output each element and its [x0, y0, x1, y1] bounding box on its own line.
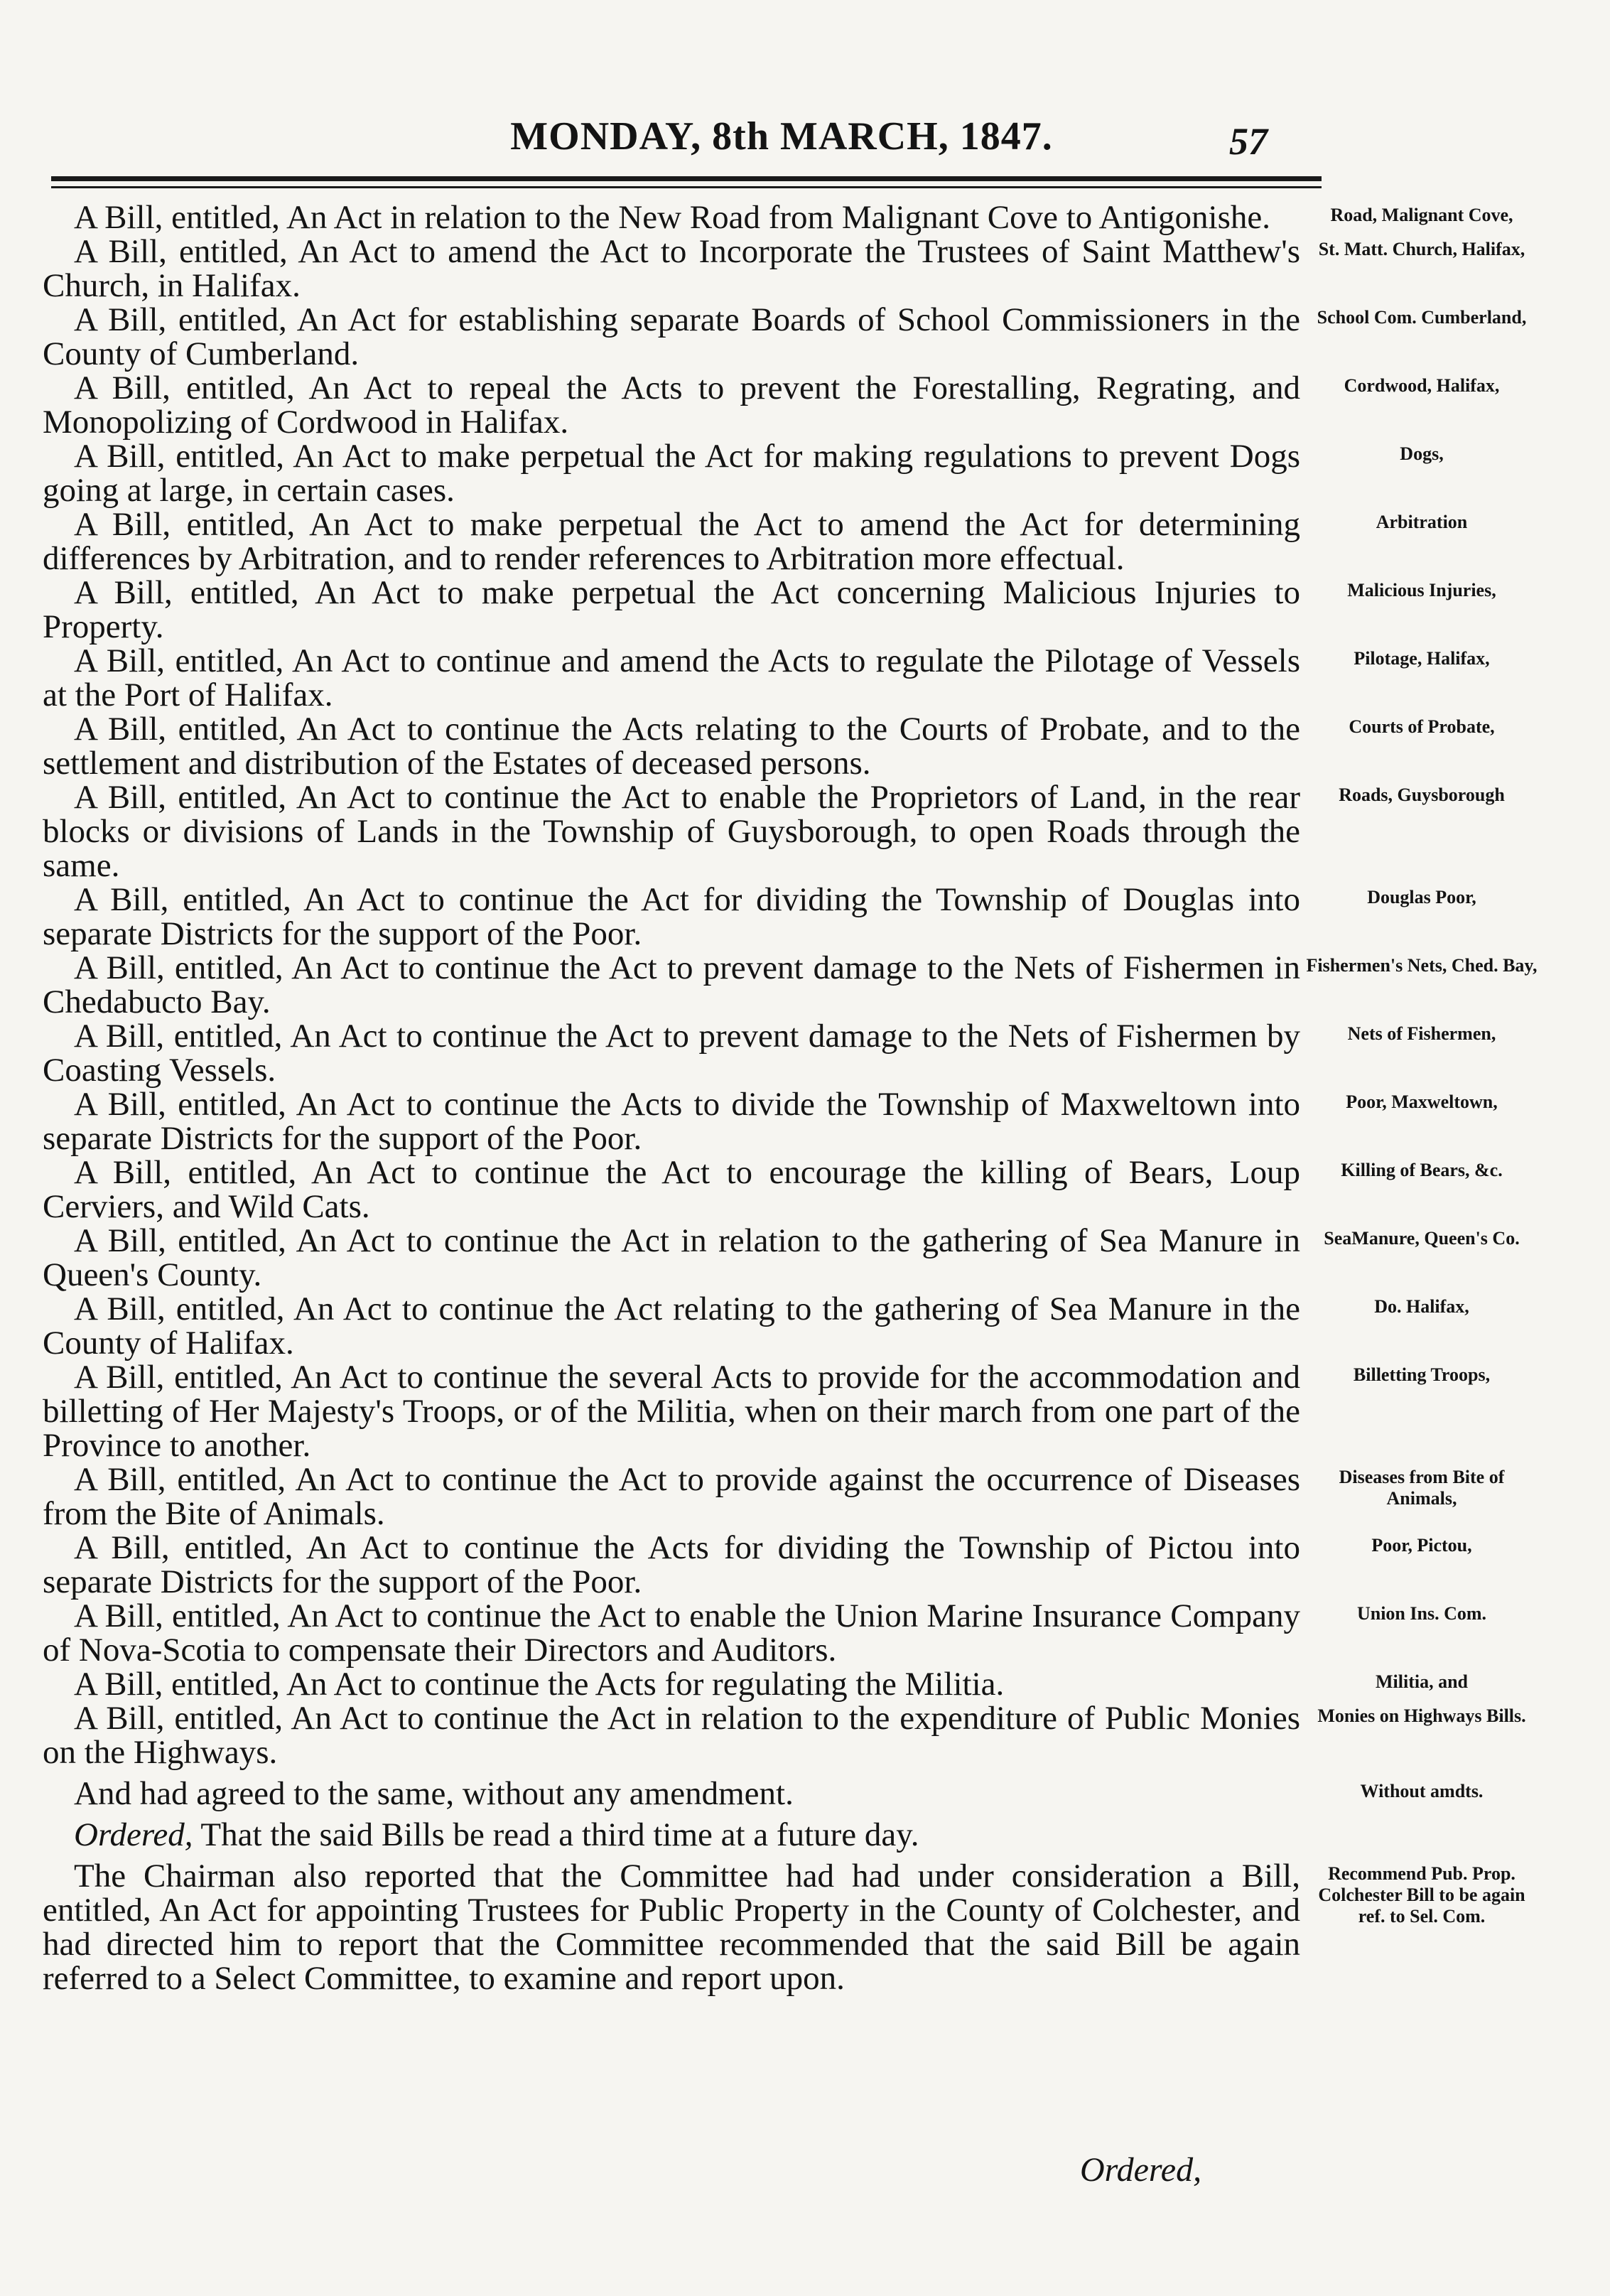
- bill-entry: [43, 1597, 1487, 1669]
- bill-text: A Bill, entitled, An Act to continue the Act in relation to the expenditure of Public Monies on the Highways.: [43, 1700, 1300, 1771]
- margin-note: Malicious Injuries,: [1347, 580, 1496, 600]
- bill-text: A Bill, entitled, An Act to continue the Act to prevent damage to the Nets of Fishermen by Coasting Vessels.: [43, 1018, 1300, 1089]
- margin-note: Dogs,: [1400, 443, 1444, 464]
- bill-entry: [43, 1359, 1491, 1464]
- margin-note: Fishermen's Nets, Ched. Bay,: [1306, 955, 1538, 976]
- bill-entry: [43, 370, 1500, 441]
- margin-note: Killing of Bears, &c.: [1341, 1160, 1503, 1180]
- ordered-text: [43, 1818, 1300, 1852]
- bill-entry: [43, 1086, 1498, 1157]
- bill-text: A Bill, entitled, An Act to continue the Act to prevent damage to the Nets of Fishermen in Chedabucto Bay.: [43, 949, 1300, 1020]
- bill-entry: [43, 438, 1444, 509]
- bill-entry: [43, 949, 1538, 1020]
- chairman-text: The Chairman also reported that the Committee had had under consideration a Bill, entitled, An Act for appointing Trustees for Public Property in the County of Colchester, and had directed him to report that the Committee recommended that the said Bill be again referred to a Select Committee, to examine and report upon.: [43, 1858, 1300, 1997]
- bill-text: A Bill, entitled, An Act to amend the Act to Incorporate the Trustees of Saint Matthew's Church, in Halifax.: [43, 233, 1300, 304]
- bill-text: A Bill, entitled, An Act to continue the Acts for dividing the Township of Pictou into separate Districts for the support of the Poor.: [43, 1529, 1300, 1600]
- bill-entry: [43, 1529, 1472, 1600]
- catchword: Ordered,: [1080, 2151, 1202, 2189]
- margin-note: Road, Malignant Cove,: [1330, 205, 1513, 225]
- bill-text: A Bill, entitled, An Act to make perpetual the Act concerning Malicious Injuries to Property.: [43, 574, 1300, 645]
- ordered-rest: That the said Bills be read a third time at a future day.: [193, 1816, 919, 1853]
- ordered-entry: [43, 1818, 1300, 1852]
- header-rule-thick: [51, 176, 1322, 181]
- bill-text: A Bill, entitled, An Act to continue and amend the Acts to regulate the Pilotage of Vessels at the Port of Halifax.: [43, 642, 1300, 713]
- margin-note: Roads, Guysborough: [1339, 785, 1505, 805]
- bill-text: A Bill, entitled, An Act to continue the Act to enable the Proprietors of Land, in the rear blocks or divisions of Lands in the Township of Guysborough, to open Roads through the same.: [43, 779, 1300, 884]
- bill-text: A Bill, entitled, An Act in relation to the New Road from Malignant Cove to Antigonishe.: [74, 199, 1270, 236]
- bill-text: A Bill, entitled, An Act to continue the Act to enable the Union Marine Insurance Company of Nova-Scotia to compensate their Directors and Auditors.: [43, 1597, 1300, 1669]
- bill-text: A Bill, entitled, An Act to continue the Act to encourage the killing of Bears, Loup Cerviers, and Wild Cats.: [43, 1154, 1300, 1225]
- body-text: [43, 199, 1538, 1997]
- bill-entry: [43, 1461, 1505, 1532]
- bill-entry: [43, 1700, 1526, 1771]
- bill-entry: [43, 779, 1505, 884]
- margin-note: Arbitration: [1376, 512, 1468, 532]
- margin-note: Cordwood, Halifax,: [1344, 375, 1500, 396]
- margin-note: SeaManure, Queen's Co.: [1324, 1228, 1520, 1249]
- margin-note: Courts of Probate,: [1349, 716, 1495, 737]
- page-header: [43, 114, 1520, 159]
- bill-entry: [43, 199, 1513, 236]
- margin-note: Billetting Troops,: [1353, 1364, 1491, 1385]
- margin-note: Monies on Highways Bills.: [1317, 1705, 1526, 1726]
- bill-text: A Bill, entitled, An Act to continue the Acts for regulating the Militia.: [74, 1666, 1005, 1703]
- margin-note: Poor, Pictou,: [1371, 1535, 1472, 1556]
- bill-entry: [43, 233, 1525, 304]
- margin-note: Nets of Fishermen,: [1347, 1023, 1496, 1044]
- page-title: MONDAY, 8th MARCH, 1847.: [510, 114, 1053, 158]
- margin-note: School Com. Cumberland,: [1317, 307, 1527, 328]
- bill-entry: [43, 711, 1495, 782]
- page-number: 57: [1229, 120, 1268, 163]
- bill-entry: [43, 1018, 1496, 1089]
- margin-note: Do. Halifax,: [1374, 1296, 1469, 1317]
- bill-entry: [43, 301, 1527, 372]
- margin-note: Diseases from Bite of Animals,: [1339, 1467, 1505, 1509]
- bill-text: A Bill, entitled, An Act to continue the Act relating to the gathering of Sea Manure in the County of Halifax.: [43, 1290, 1300, 1362]
- bill-text: A Bill, entitled, An Act to make perpetual the Act for making regulations to prevent Dogs going at large, in certain cases.: [43, 438, 1300, 509]
- agreed-entry: [43, 1775, 1484, 1812]
- bill-entry: [43, 1290, 1469, 1362]
- chairman-entry: [43, 1858, 1525, 1997]
- margin-note: Douglas Poor,: [1367, 887, 1476, 907]
- margin-note: Militia, and: [1375, 1671, 1468, 1692]
- bill-text: A Bill, entitled, An Act to continue the Act in relation to the gathering of Sea Manure in Queen's County.: [43, 1222, 1300, 1293]
- bill-text: A Bill, entitled, An Act to continue the several Acts to provide for the accommodation and billetting of Her Majesty's Troops, or of the Militia, when on their march from one part of the Province to another.: [43, 1359, 1300, 1464]
- header-rule-thin: [51, 186, 1322, 188]
- margin-note: Poor, Maxweltown,: [1346, 1092, 1498, 1112]
- agreed-text: And had agreed to the same, without any amendment.: [74, 1775, 794, 1812]
- ordered-label: Ordered,: [74, 1816, 193, 1853]
- bill-entry: [43, 1154, 1503, 1225]
- bill-text: A Bill, entitled, An Act to continue the Act to provide against the occurrence of Diseases from the Bite of Animals.: [43, 1461, 1300, 1532]
- bill-text: A Bill, entitled, An Act to continue the Acts to divide the Township of Maxweltown into separate Districts for the support of the Poor.: [43, 1086, 1300, 1157]
- bill-text: A Bill, entitled, An Act to continue the Act for dividing the Township of Douglas into separate Districts for the support of the Poor.: [43, 881, 1300, 952]
- bill-entry: [43, 881, 1476, 952]
- margin-note: Without amdts.: [1360, 1781, 1484, 1801]
- margin-note: Recommend Pub. Prop. Colchester Bill to be again ref. to Sel. Com.: [1318, 1863, 1525, 1926]
- bill-text: A Bill, entitled, An Act to make perpetual the Act to amend the Act for determining differences by Arbitration, and to render references to Arbitration more effectual.: [43, 506, 1300, 577]
- margin-note: St. Matt. Church, Halifax,: [1318, 239, 1525, 259]
- bill-entry: [43, 1666, 1468, 1703]
- bill-entry: [43, 574, 1496, 645]
- bill-text: A Bill, entitled, An Act for establishing separate Boards of School Commissioners in the County of Cumberland.: [43, 301, 1300, 372]
- bill-entry: [43, 642, 1490, 713]
- margin-note: Union Ins. Com.: [1356, 1603, 1487, 1624]
- bill-text: A Bill, entitled, An Act to repeal the Acts to prevent the Forestalling, Regrating, and Monopolizing of Cordwood in Halifax.: [43, 370, 1300, 441]
- bill-entry: [43, 1222, 1520, 1293]
- bill-text: A Bill, entitled, An Act to continue the Acts relating to the Courts of Probate, and to the settlement and distribution of the Estates of deceased persons.: [43, 711, 1300, 782]
- margin-note: Pilotage, Halifax,: [1354, 648, 1490, 669]
- bill-entry: [43, 506, 1468, 577]
